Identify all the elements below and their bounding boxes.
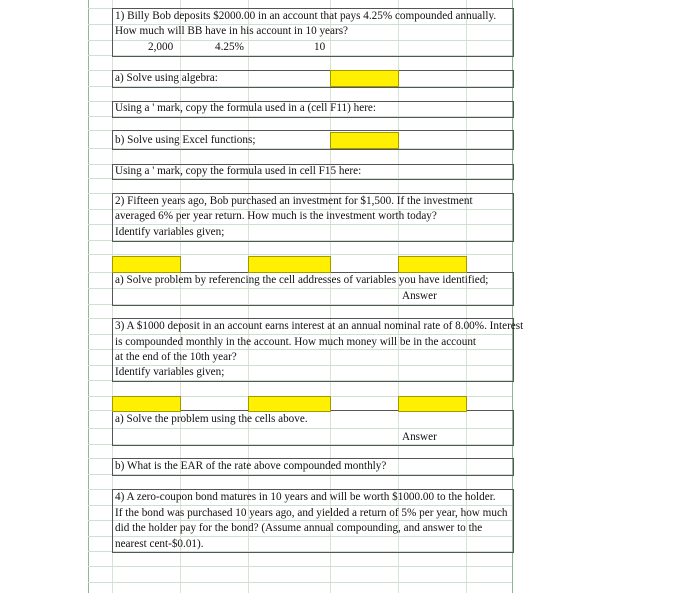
q2a-label: a) Solve problem by referencing the cell addresses of variables you have identified; xyxy=(115,274,489,286)
q3-var3-cell[interactable] xyxy=(398,396,467,412)
q3-var2-cell[interactable] xyxy=(248,396,331,412)
q1a-copy-label: Using a ' mark, copy the formula used in a (cell F11) here: xyxy=(115,102,377,114)
q2-var2-cell[interactable] xyxy=(248,256,331,273)
q3-text-line3: at the end of the 10th year? xyxy=(115,351,237,363)
q1b-label: b) Solve using Excel functions; xyxy=(115,134,256,146)
q1-value-rate: 4.25% xyxy=(215,41,244,53)
q1-text-line1: 1) Billy Bob deposits $2000.00 in an account that pays 4.25% compounded annually. xyxy=(115,10,497,22)
q1-value-n: 10 xyxy=(314,41,326,53)
q4-text-line2: If the bond was purchased 10 years ago, and yielded a return of 5% per year, how much xyxy=(115,507,508,519)
q3-var1-cell[interactable] xyxy=(112,396,181,412)
q2-text-line3: Identify variables given; xyxy=(115,226,225,238)
q4-text-line1: 4) A zero-coupon bond matures in 10 years and will be worth $1000.00 to the holder. xyxy=(115,491,496,503)
q2-var1-cell[interactable] xyxy=(112,256,181,273)
q3a-label: a) Solve the problem using the cells above. xyxy=(115,413,308,425)
q1a-label: a) Solve using algebra: xyxy=(115,72,218,84)
q1b-answer-cell[interactable] xyxy=(330,132,399,149)
q3-text-line4: Identify variables given; xyxy=(115,366,225,378)
q1a-answer-cell[interactable] xyxy=(330,70,399,87)
q3b-label: b) What is the EAR of the rate above compounded monthly? xyxy=(115,460,387,472)
q2-text-line2: averaged 6% per year return. How much is the investment worth today? xyxy=(115,210,437,222)
q1-text-line2: How much will BB have in his account in 10 years? xyxy=(115,25,349,37)
q2-text-line1: 2) Fifteen years ago, Bob purchased an investment for $1,500. If the investment xyxy=(115,195,473,207)
q2-var3-cell[interactable] xyxy=(398,256,467,273)
q2-answer-label: Answer xyxy=(402,290,437,302)
q1b-copy-label: Using a ' mark, copy the formula used in cell F15 here: xyxy=(115,165,362,177)
q4-text-line4: nearest cent-$0.01). xyxy=(115,538,204,550)
q3-text-line2: is compounded monthly in the account. How much money will be in the account xyxy=(115,336,477,348)
q4-text-line3: did the holder pay for the bond? (Assume annual compounding, and answer to the xyxy=(115,522,483,534)
q3-answer-label: Answer xyxy=(402,431,437,443)
q3-text-line1: 3) A $1000 deposit in an account earns interest at an annual nominal rate of 8.00%. Interest xyxy=(115,320,524,332)
q1-value-pv: 2,000 xyxy=(148,41,174,53)
